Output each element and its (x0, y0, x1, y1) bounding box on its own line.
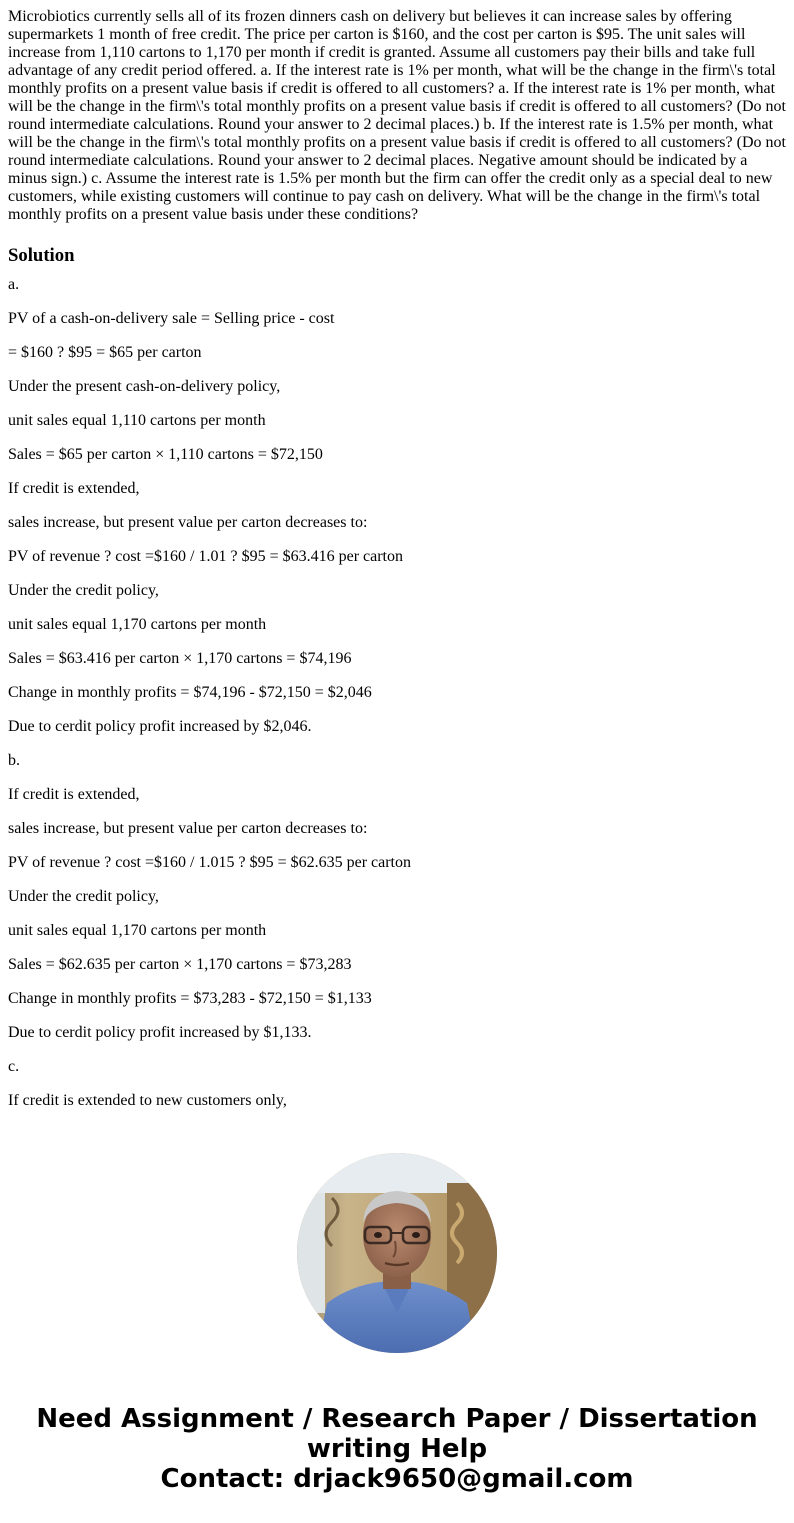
solution-line: If credit is extended, (8, 480, 140, 497)
author-photo-illustration (297, 1153, 497, 1353)
solution-line: Change in monthly profits = $74,196 - $72,150 = $2,046 (8, 684, 372, 701)
solution-line: sales increase, but present value per carton decreases to: (8, 514, 368, 531)
solution-line: unit sales equal 1,170 cartons per month (8, 922, 267, 939)
solution-line: Under the credit policy, (8, 582, 159, 599)
contact-banner-line: Need Assignment / Research Paper / Dissertation (36, 1404, 758, 1434)
solution-line: PV of revenue ? cost =$160 / 1.01 ? $95 = $63.416 per carton (8, 548, 403, 565)
solution-line: Under the present cash-on-delivery policy, (8, 378, 281, 395)
question-text: Microbiotics currently sells all of its frozen dinners cash on delivery but believes it can increase sales by offering supermarkets 1 month of free credit. The price per carton is $160, and the cost per carton is $95. The unit sales will increase from 1,110 cartons to 1,170 per month if credit is granted. Assume all customers pay their bills and take full advantage of any credit period offered. a. If the interest rate is 1% per month, what will be the change in the firm\'s total monthly profits on a present value basis if credit is offered to all customers? a. If the interest rate is 1% per month, what will be the change in the firm\'s total monthly profits on a present value basis if credit is offered to all customers? (Do not round intermediate calculations. Round your answer to 2 decimal places.) b. If the interest rate is 1.5% per month, what will be the change in the firm\'s total monthly profits on a present value basis if credit is offered to all customers? (Do not round intermediate calculations. Round your answer to 2 decimal places. Negative amount should be indicated by a minus sign.) c. Assume the interest rate is 1.5% per month but the firm can offer the credit only as a special deal to new customers, while existing customers will continue to pay cash on delivery. What will be the change in the firm\'s total monthly profits on a present value basis under these conditions? (8, 8, 786, 223)
solution-body (8, 276, 786, 1126)
solution-line: PV of revenue ? cost =$160 / 1.015 ? $95 = $62.635 per carton (8, 854, 411, 871)
solution-line: unit sales equal 1,170 cartons per month (8, 616, 267, 633)
contact-banner (0, 1404, 794, 1494)
solution-line: b. (8, 752, 20, 769)
contact-email: Contact: drjack9650@gmail.com (160, 1464, 634, 1494)
solution-line: Sales = $63.416 per carton × 1,170 cartons = $74,196 (8, 650, 352, 667)
solution-line: If credit is extended, (8, 786, 140, 803)
solution-heading: Solution (8, 245, 75, 266)
contact-banner-line: writing Help (306, 1434, 488, 1464)
solution-line: Due to cerdit policy profit increased by $1,133. (8, 1024, 312, 1041)
solution-line: PV of a cash-on-delivery sale = Selling price - cost (8, 310, 335, 327)
solution-line: Due to cerdit policy profit increased by $2,046. (8, 718, 312, 735)
solution-line: sales increase, but present value per carton decreases to: (8, 820, 368, 837)
solution-line: Sales = $65 per carton × 1,110 cartons = $72,150 (8, 446, 323, 463)
solution-line: unit sales equal 1,110 cartons per month (8, 412, 266, 429)
solution-line: Sales = $62.635 per carton × 1,170 cartons = $73,283 (8, 956, 352, 973)
solution-line: If credit is extended to new customers only, (8, 1092, 287, 1109)
solution-line: Under the credit policy, (8, 888, 159, 905)
solution-line: Change in monthly profits = $73,283 - $72,150 = $1,133 (8, 990, 372, 1007)
solution-line: a. (8, 276, 20, 293)
solution-line: = $160 ? $95 = $65 per carton (8, 344, 202, 361)
author-avatar (297, 1153, 497, 1353)
solution-line: c. (8, 1058, 20, 1075)
